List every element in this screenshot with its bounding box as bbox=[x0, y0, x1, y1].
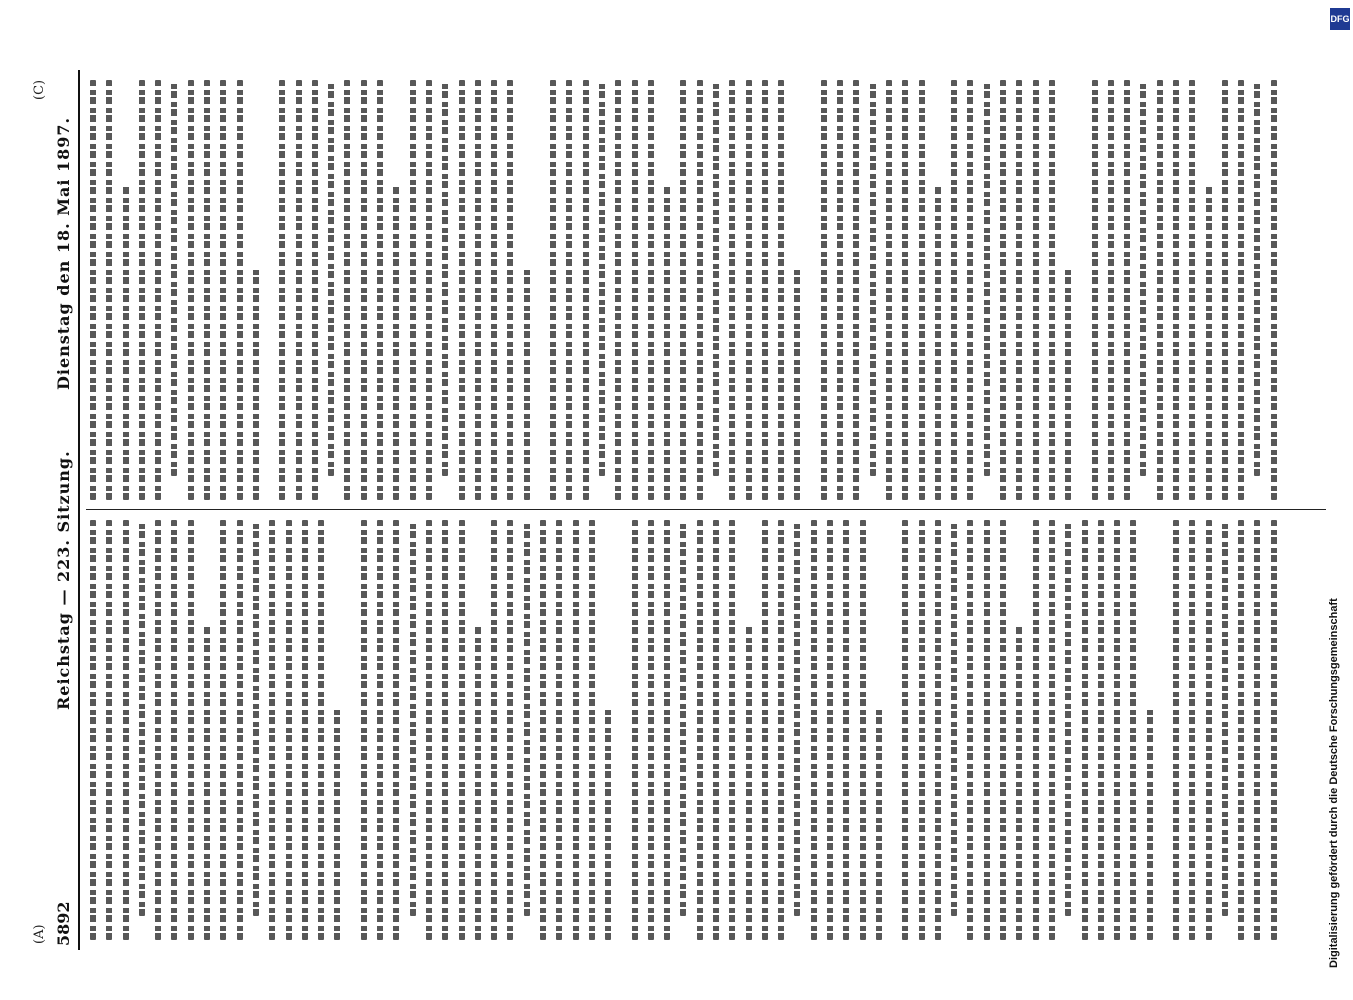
paragraph-gap bbox=[1163, 520, 1173, 940]
text-line bbox=[1016, 625, 1022, 940]
text-line bbox=[984, 520, 990, 940]
left-column bbox=[90, 520, 1320, 940]
text-line bbox=[204, 625, 210, 940]
text-line bbox=[951, 80, 957, 500]
text-line bbox=[171, 80, 177, 476]
running-head: Reichstag — 223. Sitzung. bbox=[54, 450, 73, 710]
text-line bbox=[697, 520, 703, 940]
text-line bbox=[1033, 520, 1039, 940]
text-line bbox=[328, 80, 334, 476]
text-line bbox=[155, 80, 161, 500]
text-line bbox=[1000, 520, 1006, 940]
text-line bbox=[253, 269, 259, 500]
text-line bbox=[811, 520, 817, 940]
text-line bbox=[794, 269, 800, 500]
text-line bbox=[220, 80, 226, 500]
text-line bbox=[361, 80, 367, 500]
text-line bbox=[1147, 709, 1153, 940]
text-line bbox=[296, 80, 302, 500]
text-line bbox=[821, 80, 827, 500]
text-line bbox=[237, 520, 243, 940]
text-line bbox=[876, 709, 882, 940]
text-line bbox=[1124, 80, 1130, 500]
text-line bbox=[1254, 80, 1260, 476]
text-line bbox=[1206, 520, 1212, 940]
text-line bbox=[778, 520, 784, 940]
page-header bbox=[50, 70, 80, 950]
rotated-page bbox=[32, 70, 1330, 950]
right-column bbox=[90, 80, 1320, 500]
text-line bbox=[1130, 520, 1136, 940]
text-line bbox=[90, 520, 96, 940]
text-line bbox=[90, 80, 96, 500]
margin-mark-c: (C) bbox=[32, 79, 47, 100]
text-line bbox=[648, 520, 654, 940]
column-divider bbox=[86, 509, 1326, 510]
text-line bbox=[442, 520, 448, 940]
text-line bbox=[540, 520, 546, 940]
text-line bbox=[556, 520, 562, 940]
text-line bbox=[524, 269, 530, 500]
text-line bbox=[302, 520, 308, 940]
text-line bbox=[377, 520, 383, 940]
text-line bbox=[1189, 520, 1195, 940]
text-line bbox=[967, 80, 973, 500]
text-line bbox=[334, 709, 340, 940]
text-line bbox=[410, 520, 416, 916]
text-line bbox=[269, 520, 275, 940]
text-line bbox=[902, 520, 908, 940]
text-line bbox=[139, 520, 145, 916]
paragraph-gap bbox=[269, 80, 279, 500]
text-line bbox=[1108, 80, 1114, 500]
text-line bbox=[697, 80, 703, 500]
text-line bbox=[664, 520, 670, 940]
text-line bbox=[1238, 520, 1244, 940]
text-line bbox=[729, 520, 735, 940]
text-line bbox=[279, 80, 285, 500]
digitization-credit: Digitalisierung gefördert durch die Deutsche Forschungsgemeinschaft bbox=[1328, 598, 1340, 968]
paragraph-gap bbox=[892, 520, 902, 940]
text-line bbox=[984, 80, 990, 476]
text-line bbox=[648, 80, 654, 500]
text-line bbox=[1254, 520, 1260, 940]
paragraph-gap bbox=[622, 520, 632, 940]
text-line bbox=[794, 520, 800, 916]
text-line bbox=[491, 80, 497, 500]
text-line bbox=[746, 80, 752, 500]
text-line bbox=[237, 80, 243, 500]
text-line bbox=[1016, 80, 1022, 500]
text-line bbox=[312, 80, 318, 500]
text-line bbox=[459, 80, 465, 500]
paragraph-gap bbox=[1082, 80, 1092, 500]
text-line bbox=[713, 80, 719, 476]
text-line bbox=[393, 520, 399, 940]
text-line bbox=[902, 80, 908, 500]
text-line bbox=[106, 80, 112, 500]
text-line bbox=[524, 520, 530, 916]
text-line bbox=[1033, 80, 1039, 500]
text-line bbox=[843, 520, 849, 940]
text-line bbox=[1206, 185, 1212, 500]
session-date: Dienstag den 18. Mai 1897. bbox=[54, 116, 73, 390]
text-line bbox=[762, 520, 768, 940]
paragraph-gap bbox=[351, 520, 361, 940]
text-line bbox=[1238, 80, 1244, 500]
text-line bbox=[599, 80, 605, 476]
text-line bbox=[632, 520, 638, 940]
text-line bbox=[475, 625, 481, 940]
text-line bbox=[967, 520, 973, 940]
text-line bbox=[220, 520, 226, 940]
text-line bbox=[919, 520, 925, 940]
text-line bbox=[566, 80, 572, 500]
text-line bbox=[1173, 520, 1179, 940]
text-line bbox=[713, 520, 719, 940]
text-line bbox=[550, 80, 556, 500]
text-line bbox=[605, 709, 611, 940]
text-line bbox=[1271, 80, 1277, 500]
text-line bbox=[491, 520, 497, 940]
text-line bbox=[361, 520, 367, 940]
text-line bbox=[1098, 520, 1104, 940]
text-line bbox=[886, 80, 892, 500]
page-number: 5892 bbox=[54, 901, 73, 946]
text-line bbox=[377, 80, 383, 500]
text-line bbox=[664, 185, 670, 500]
text-line bbox=[1157, 80, 1163, 500]
text-line bbox=[1049, 80, 1055, 500]
text-line bbox=[1222, 80, 1228, 500]
text-line bbox=[860, 520, 866, 940]
text-line bbox=[426, 80, 432, 500]
text-line bbox=[935, 520, 941, 940]
text-line bbox=[1049, 520, 1055, 940]
text-line bbox=[318, 520, 324, 940]
text-line bbox=[746, 625, 752, 940]
text-line bbox=[1065, 520, 1071, 916]
text-line bbox=[837, 80, 843, 500]
text-line bbox=[573, 520, 579, 940]
paragraph-gap bbox=[811, 80, 821, 500]
text-line bbox=[853, 80, 859, 500]
dfg-logo: DFG bbox=[1330, 8, 1350, 30]
text-line bbox=[762, 80, 768, 500]
text-line bbox=[1271, 520, 1277, 940]
text-line bbox=[1140, 80, 1146, 476]
text-line bbox=[680, 80, 686, 500]
text-line bbox=[1092, 80, 1098, 500]
text-line bbox=[393, 185, 399, 500]
text-line bbox=[827, 520, 833, 940]
text-line bbox=[935, 185, 941, 500]
text-line bbox=[106, 520, 112, 940]
text-line bbox=[204, 80, 210, 500]
text-line bbox=[344, 80, 350, 500]
text-line bbox=[1222, 520, 1228, 916]
text-line bbox=[1000, 80, 1006, 500]
text-line bbox=[919, 80, 925, 500]
text-line bbox=[951, 520, 957, 916]
text-line bbox=[615, 80, 621, 500]
text-line bbox=[729, 80, 735, 500]
text-line bbox=[410, 80, 416, 500]
text-line bbox=[507, 520, 513, 940]
margin-mark-a: (A) bbox=[32, 924, 47, 944]
text-line bbox=[426, 520, 432, 940]
text-line bbox=[1065, 269, 1071, 500]
text-line bbox=[1173, 80, 1179, 500]
text-line bbox=[253, 520, 259, 916]
text-line bbox=[680, 520, 686, 916]
text-line bbox=[188, 520, 194, 940]
text-line bbox=[188, 80, 194, 500]
text-line bbox=[459, 520, 465, 940]
text-line bbox=[778, 80, 784, 500]
text-line bbox=[123, 185, 129, 500]
text-line bbox=[286, 520, 292, 940]
text-line bbox=[442, 80, 448, 476]
text-line bbox=[123, 520, 129, 940]
text-line bbox=[1114, 520, 1120, 940]
text-line bbox=[589, 520, 595, 940]
text-line bbox=[155, 520, 161, 940]
text-line bbox=[583, 80, 589, 500]
text-line bbox=[475, 80, 481, 500]
text-line bbox=[870, 80, 876, 476]
text-line bbox=[507, 80, 513, 500]
text-line bbox=[1189, 80, 1195, 500]
text-line bbox=[139, 80, 145, 500]
paragraph-gap bbox=[540, 80, 550, 500]
text-line bbox=[171, 520, 177, 940]
text-line bbox=[1082, 520, 1088, 940]
text-line bbox=[632, 80, 638, 500]
